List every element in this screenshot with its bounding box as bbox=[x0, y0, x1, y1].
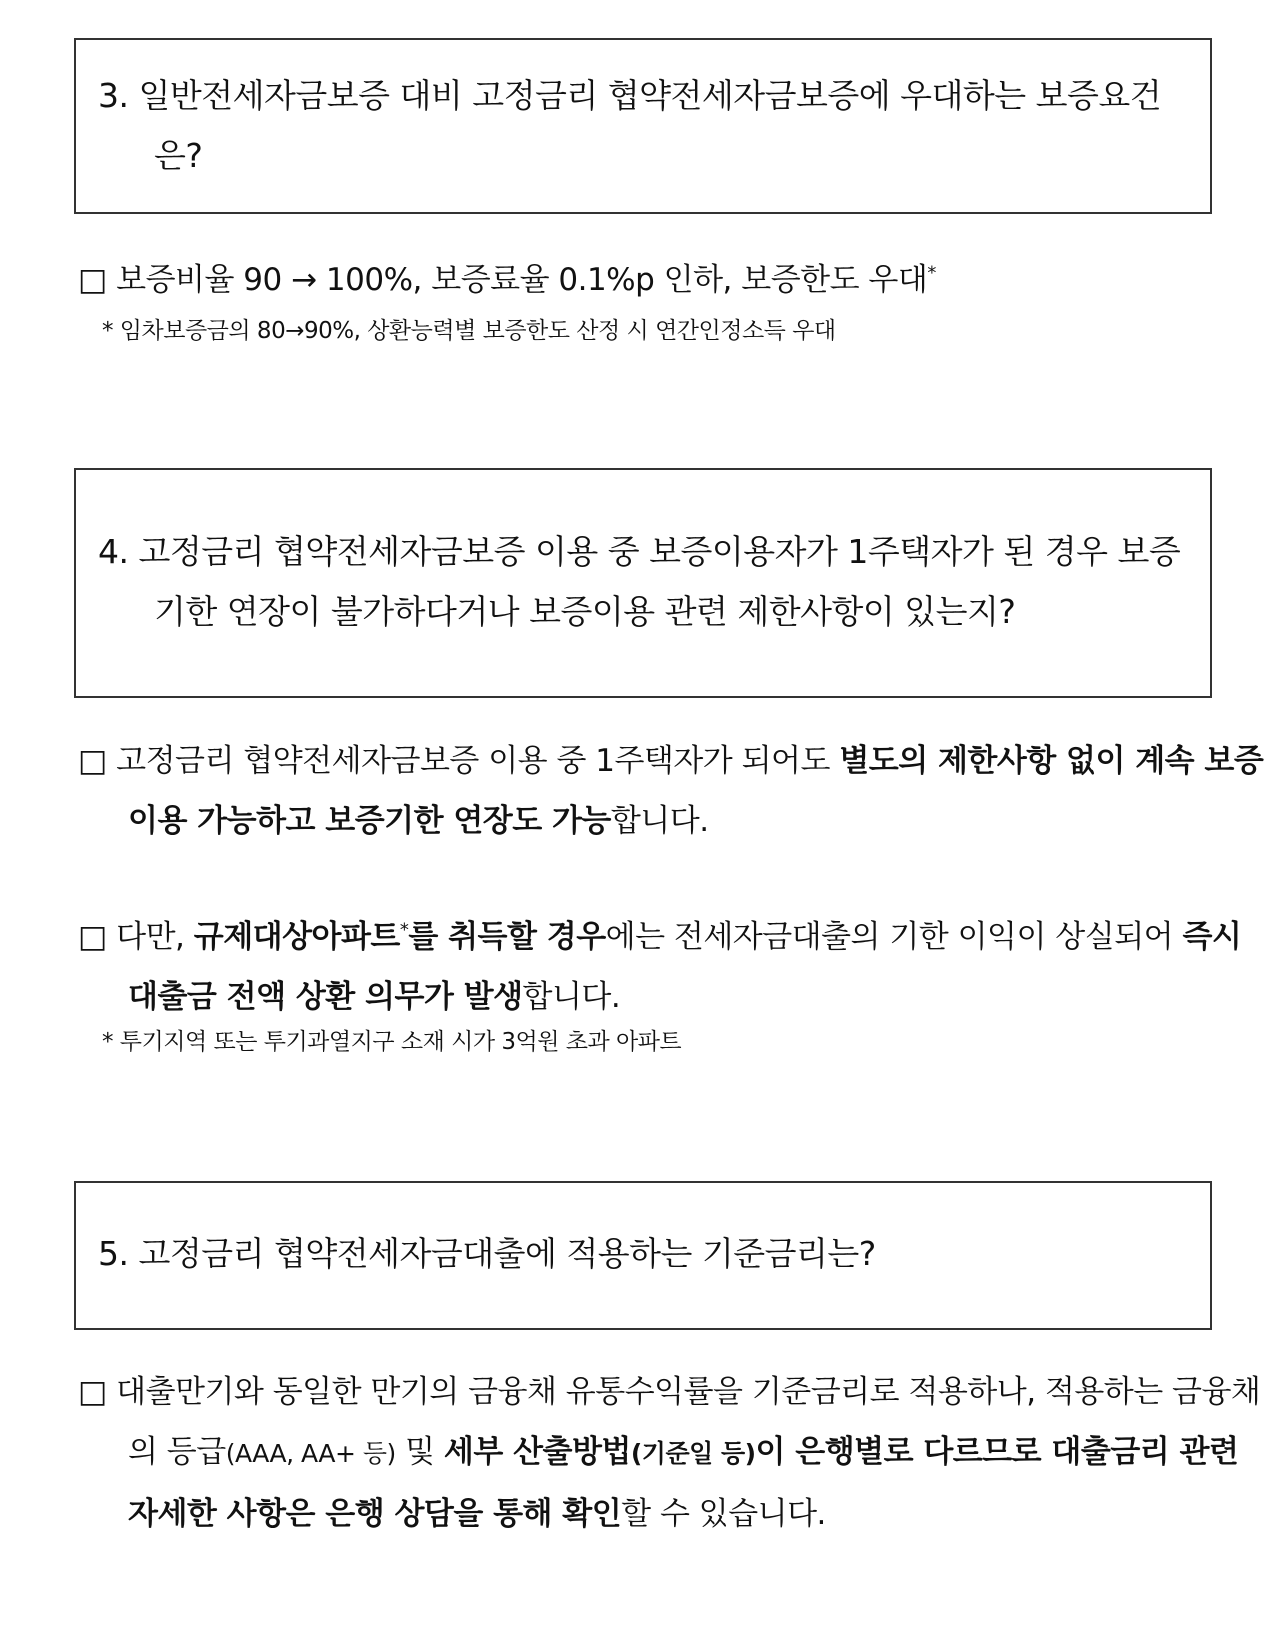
answer-4-note-text bbox=[78, 907, 1278, 1027]
answer-4-note-bold-2: 를 취득할 경우 bbox=[408, 919, 606, 955]
answer-4-note-bold-1: 규제대상아파트 bbox=[193, 919, 400, 955]
answer-5-text bbox=[78, 1362, 1278, 1544]
answer-5-post: 할 수 있습니다. bbox=[621, 1496, 826, 1532]
answer-5-pre: □ 대출만기와 동일한 만기의 금융채 유통수익률을 기준금리로 적용하나, 적용하는 금융채의 등급 bbox=[78, 1374, 1261, 1470]
answer-4-note-bold-3: 즉시 대출금 전액 상환 의무가 발생 bbox=[128, 919, 1242, 1015]
answer-5-bold-1: 세부 산출방법 bbox=[443, 1434, 631, 1470]
answer-3-main: □ 보증비율 90 → 100%, 보증료율 0.1%p 인하, 보증한도 우대 bbox=[78, 262, 928, 298]
answer-4-note-footnote-mark: * bbox=[399, 919, 409, 941]
answer-4-note-mid: 에는 전세자금대출의 기한 이익이 상실되어 bbox=[605, 919, 1183, 955]
answer-4-bold: 별도의 제한사항 없이 계속 보증이용 가능하고 보증기한 연장도 가능 bbox=[128, 743, 1264, 839]
answer-3-text bbox=[78, 250, 1278, 310]
answer-5-small-2: (기준일 등) bbox=[630, 1439, 756, 1468]
answer-4-note-pre: □ 다만, bbox=[78, 919, 194, 955]
answer-3-footnote: * 임차보증금의 80→90%, 상환능력별 보증한도 산정 시 연간인정소득 우대 bbox=[102, 318, 836, 344]
answer-4-footnote: * 투기지역 또는 투기과열지구 소재 시가 3억원 초과 아파트 bbox=[102, 1029, 682, 1055]
answer-5-small-1: (AAA, AA+ 등) bbox=[225, 1439, 396, 1468]
question-4-text: 4. 고정금리 협약전세자금보증 이용 중 보증이용자가 1주택자가 된 경우 보증기한 연장이 불가하다거나 보증이용 관련 제한사항이 있는지? bbox=[98, 532, 1181, 631]
answer-4-note-post: 합니다. bbox=[522, 979, 621, 1015]
question-3-text: 3. 일반전세자금보증 대비 고정금리 협약전세자금보증에 우대하는 보증요건은? bbox=[98, 76, 1162, 175]
answer-4-post: 합니다. bbox=[610, 803, 709, 839]
question-5-text: 5. 고정금리 협약전세자금대출에 적용하는 기준금리는? bbox=[98, 1234, 876, 1273]
answer-5-bold-2: 이 은행별로 다르므로 대출금리 관련 자세한 사항은 은행 상담을 통해 확인 bbox=[128, 1434, 1239, 1532]
answer-3-footnote-mark: * bbox=[927, 262, 936, 284]
answer-4-text bbox=[78, 731, 1278, 851]
answer-5-mid: 및 bbox=[395, 1434, 444, 1470]
answer-4-pre: □ 고정금리 협약전세자금보증 이용 중 1주택자가 되어도 bbox=[78, 743, 840, 779]
